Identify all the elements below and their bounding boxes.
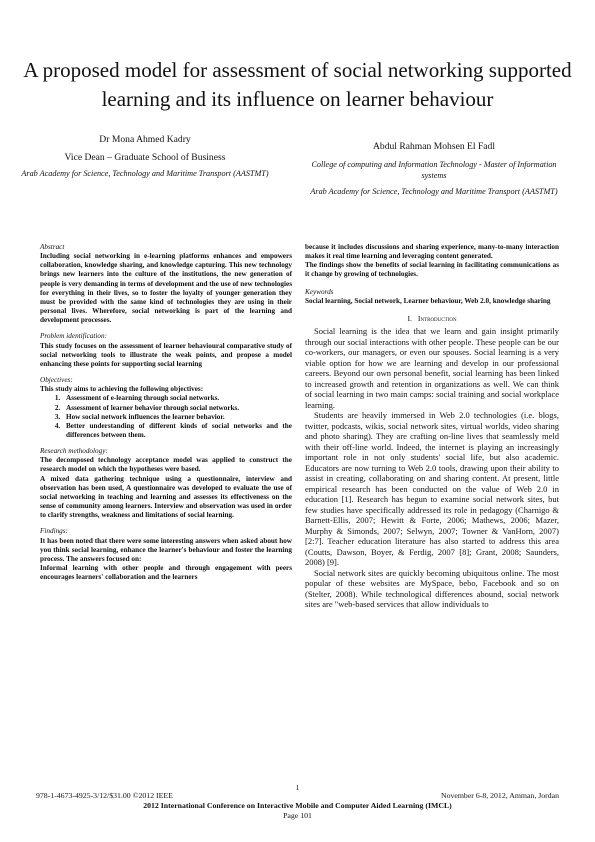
intro-paragraph-2: Students are heavily immersed in Web 2.0 technologies (i.e. blogs, twitter, podcasts, wikis, social network sites, virtual worlds, video sharing and photo sharing). They are crafting on-line lives that seamlessly meld with their off-line world. Indeed, the internet is playing an increasingly important role in not only students' social life, but also academic. Educators are now turning to Web 2.0 tools, drawing upon their ability to assist in creating, collaborating on and sharing content. At present, little empirical research has been conducted on the value of Web 2.0 in education [1]. Research has begun to examine social network sites, but few studies have specifically addressed its role in pedagogy (Charnigo & Barnett-Ellis, 2007; Hewitt & Forte, 2006; Mathews, 2006; Mazer, Murphy & Simonds, 2007; Selwyn, 2007; Towner & VanHorn, 2007) [2:7]. Teacher education literature has also started to address this area (Coutts, Dawson, Boyer, & Ferdig, 2007 [8]; Grant, 2008; Saunders, 2008) [9]. [305,410,559,568]
author-block-1 [0,134,290,179]
author-block-2 [300,141,568,197]
problem-text: This study focuses on the assessment of learner behavioural comparative study of social networking tools to illustrate the weak points, and propose a model enhancing these points for supporting social learning [40,341,292,368]
problem-heading: Problem identification: [40,332,108,341]
author-2-affiliation: Arab Academy for Science, Technology and Maritime Transport (AASTMT) [310,187,558,196]
section-heading [305,314,559,323]
methodology-p1: The decomposed technology acceptance model was applied to construct the research model on which the hypotheses were based. [40,456,292,474]
author-2-role: College of computing and Information Technology - Master of Information systems [311,160,557,180]
list-item: 2. Assessment of learner behavior through social networks. [62,404,292,413]
abstract-heading: Abstract [40,243,65,251]
right-column [305,243,559,610]
page-number: 1 [295,783,300,792]
author-1-affiliation: Arab Academy for Science, Technology and Maritime Transport (AASTMT) [21,169,269,178]
findings-p4: The findings show the benefits of social learning in facilitating communications as it change by growing of technologies. [305,261,559,279]
footer-isbn: 978-1-4673-4925-3/12/$31.00 ©2012 IEEE [36,791,173,800]
findings-heading: Findings: [40,527,68,536]
objectives-intro: This study aims to achieving the following objectives: [40,385,204,394]
author-1-name: Dr Mona Ahmed Kadry [99,134,191,145]
footer-dates: November 6-8, 2012, Amman, Jordan [440,791,559,800]
author-2-name: Abdul Rahman Mohsen El Fadl [372,141,496,152]
list-item: 1. Assessment of e-learning through social networks. [62,394,292,403]
author-1-role: Vice Dean – Graduate School of Business [64,152,226,163]
findings-p1: It has been noted that there were some interesting answers when asked about how you think social learning, enhance the learner's behaviour and foster the learning process. The answers focused on: [40,536,292,563]
abstract-text: Including social networking in e-learning platforms enhances and empowers collaboration, knowledge sharing, and knowledge capturing. This new technology brings new learners into the culture of the institutions, the new generation of people is very demanding in terms of development and the use of new technologies for everything in their lives, so to foster the loyalty of younger generation they must be provided with the same kind of technologies they are using in their personal lives. Wherefore, social networking is part of the learning and development processes. [40,252,292,325]
section-title: Introduction [417,313,457,323]
paper-title: A proposed model for assessment of social networking supported learning and its influence on learner behaviour [23,58,572,111]
left-column [40,243,292,582]
intro-paragraph-3: Social network sites are quickly becoming ubiquitous online. The most popular of these websites are MySpace, bebo, Facebook and so on (Stelter, 2008). While technological differences abound, social network sites are "web-based services that allow individuals to [305,567,559,610]
intro-paragraph-1: Social learning is the idea that we learn and gain insight primarily through our social interactions with other people. These people can be our co-workers, our managers, or even our spouses. Social learning is a very viable option for how we are learning and develop in our professional careers. Beyond our own personal benefit, social learning has been linked to increased growth and retention in organizations as well. We can think of social learning in two main camps: social training and social workplace learning. [305,326,559,410]
keywords-heading: Keywords [305,287,334,296]
methodology-p2: A mixed data gathering technique using a questionnaire, interview and observation has been used, A questionnaire was developed to evaluate the use of social networking in teaching and learning and assesses its effectiveness on the sense of community among learners. Interview and observation was used in order to clarify strengths, weakness and limitations of social learning. [40,474,292,520]
methodology-heading: Research methodology: [40,447,108,456]
list-item: 4. Better understanding of different kinds of social networks and the differences between them. [62,422,292,440]
objectives-heading: Objectives: [40,376,73,385]
findings-p2: Informal learning with other people and through engagement with peers encourages learners' collaboration and the learners [40,564,292,582]
keywords-text: Social learning, Social network, Learner behaviour, Web 2.0, knowledge sharing [305,296,551,305]
footer-page: Page 101 [283,811,312,820]
list-item: 3. How social network influences the learner behavior. [62,413,292,422]
section-number: I. [407,313,412,323]
findings-p3: because it includes discussions and sharing experience, many-to-many interaction makes it real time learning and leveraging content generated. [305,243,559,261]
objectives-list [40,394,292,440]
footer-conference: 2012 International Conference on Interactive Mobile and Computer Aided Learning (IMCL) [143,801,452,810]
